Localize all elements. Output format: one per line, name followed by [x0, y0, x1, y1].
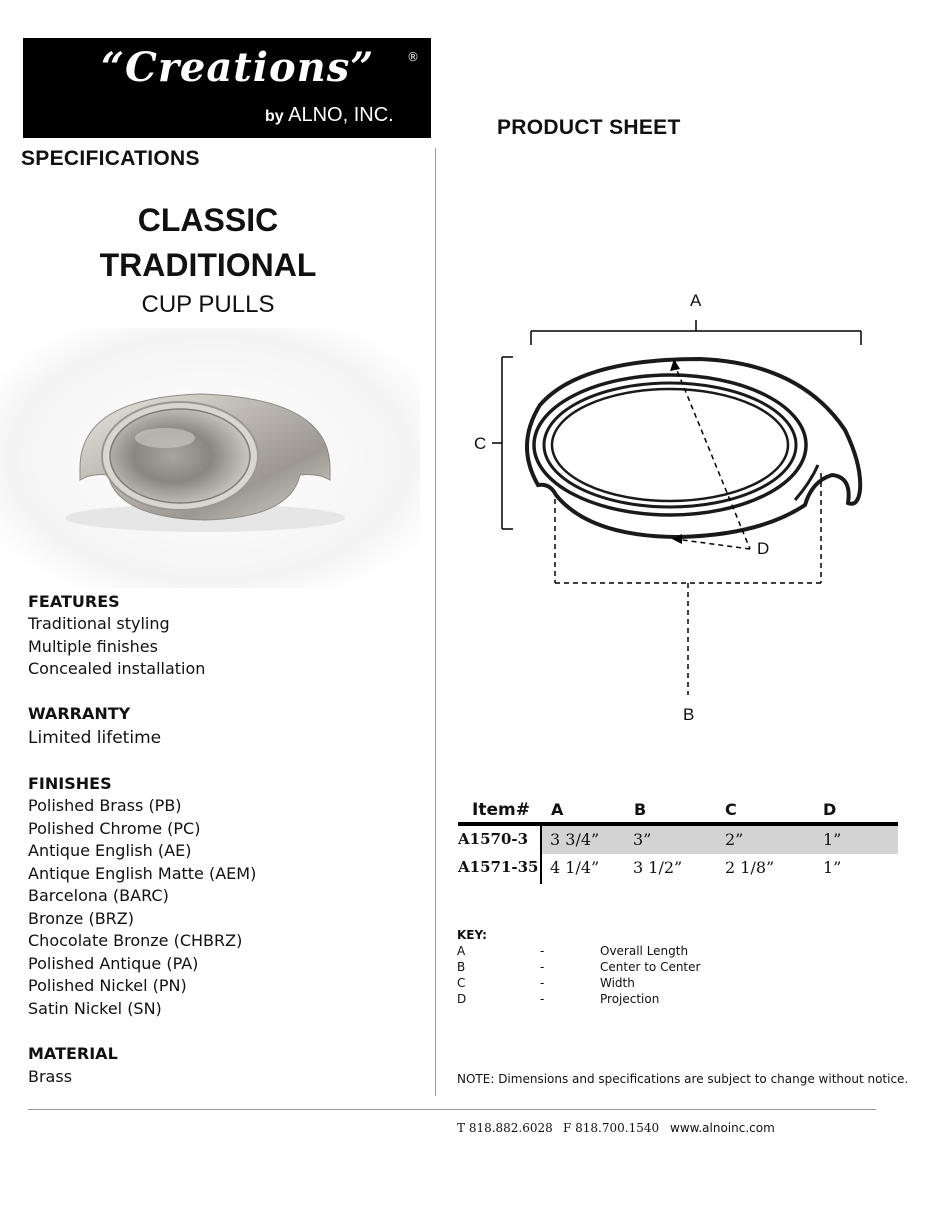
footer-divider: [28, 1109, 876, 1110]
table-header-c: C: [725, 800, 737, 819]
footer-phone: T 818.882.6028: [457, 1121, 553, 1135]
finish-item: Polished Nickel (PN): [28, 976, 187, 995]
logo-company: ALNO, INC.: [288, 104, 394, 126]
feature-item: Concealed installation: [28, 659, 206, 678]
key-dash: -: [540, 960, 545, 974]
table-header-b: B: [634, 800, 647, 819]
table-cell-item: A1571-35: [458, 858, 539, 876]
table-cell-c: 2 1/8”: [725, 858, 775, 877]
disclaimer-note: NOTE: Dimensions and specifications are subject to change without notice.: [457, 1072, 909, 1086]
table-row: [458, 858, 898, 882]
finish-item: Antique English Matte (AEM): [28, 864, 257, 883]
logo-by: by: [265, 108, 284, 125]
finish-item: Barcelona (BARC): [28, 886, 169, 905]
key-dash: -: [540, 992, 545, 1006]
finish-item: Chocolate Bronze (CHBRZ): [28, 931, 243, 950]
footer-fax: F 818.700.1540: [563, 1121, 660, 1135]
logo-byline: [265, 104, 394, 127]
dimension-table: [458, 798, 898, 888]
key-meaning: Width: [600, 976, 635, 990]
key-letter: C: [457, 976, 466, 990]
finishes-heading: FINISHES: [28, 774, 112, 793]
finish-item: Polished Antique (PA): [28, 954, 199, 973]
key-dash: -: [540, 976, 545, 990]
table-header-item: Item#: [472, 800, 530, 820]
logo-script-text: “Creations”: [101, 44, 375, 91]
column-divider: [435, 148, 436, 1096]
footer-website-link[interactable]: www.alnoinc.com: [670, 1121, 775, 1135]
finish-item: Satin Nickel (SN): [28, 999, 162, 1018]
table-cell-a: 3 3/4”: [550, 830, 600, 849]
specifications-heading: SPECIFICATIONS: [21, 147, 200, 170]
key-meaning: Overall Length: [600, 944, 689, 958]
product-title-line2: TRADITIONAL: [99, 247, 317, 283]
table-cell-item: A1570-3: [458, 830, 529, 848]
label-b: B: [683, 705, 695, 724]
label-c: C: [474, 434, 487, 453]
table-cell-a: 4 1/4”: [550, 858, 600, 877]
key-letter: D: [457, 992, 467, 1006]
product-sheet-heading: PRODUCT SHEET: [497, 116, 681, 139]
table-cell-b: 3 1/2”: [633, 858, 683, 877]
table-header-d: D: [823, 800, 837, 819]
table-cell-b: 3”: [633, 830, 652, 849]
finish-item: Antique English (AE): [28, 841, 192, 860]
product-title-line1: CLASSIC: [137, 202, 279, 238]
feature-item: Traditional styling: [28, 614, 170, 633]
feature-item: Multiple finishes: [28, 637, 158, 656]
key-letter: A: [457, 944, 466, 958]
key-meaning: Projection: [600, 992, 660, 1006]
key-dash: -: [540, 944, 545, 958]
dimension-diagram: [460, 285, 880, 735]
table-cell-d: 1”: [823, 858, 842, 877]
label-d: D: [757, 539, 770, 558]
product-subtitle: CUP PULLS: [141, 291, 275, 318]
features-heading: FEATURES: [28, 592, 120, 611]
dimension-a-bracket: [531, 320, 861, 345]
dimension-c-bracket: [492, 357, 513, 529]
table-cell-c: 2”: [725, 830, 744, 849]
finish-item: Polished Chrome (PC): [28, 819, 201, 838]
material-heading: MATERIAL: [28, 1044, 118, 1063]
table-header-a: A: [551, 800, 564, 819]
finish-item: Bronze (BRZ): [28, 909, 134, 928]
table-cell-d: 1”: [823, 830, 842, 849]
key-letter: B: [457, 960, 466, 974]
brand-logo: [23, 38, 431, 138]
product-photo: [0, 328, 420, 588]
key-meaning: Center to Center: [600, 960, 701, 974]
material-value: Brass: [28, 1067, 73, 1086]
warranty-heading: WARRANTY: [28, 704, 131, 723]
warranty-value: Limited lifetime: [28, 728, 162, 748]
table-row: [458, 830, 898, 854]
key-heading: KEY:: [457, 928, 487, 942]
registered-mark: ®: [407, 50, 419, 64]
finish-item: Polished Brass (PB): [28, 796, 182, 815]
cup-pull-outline: [527, 359, 860, 537]
label-a: A: [690, 291, 702, 310]
